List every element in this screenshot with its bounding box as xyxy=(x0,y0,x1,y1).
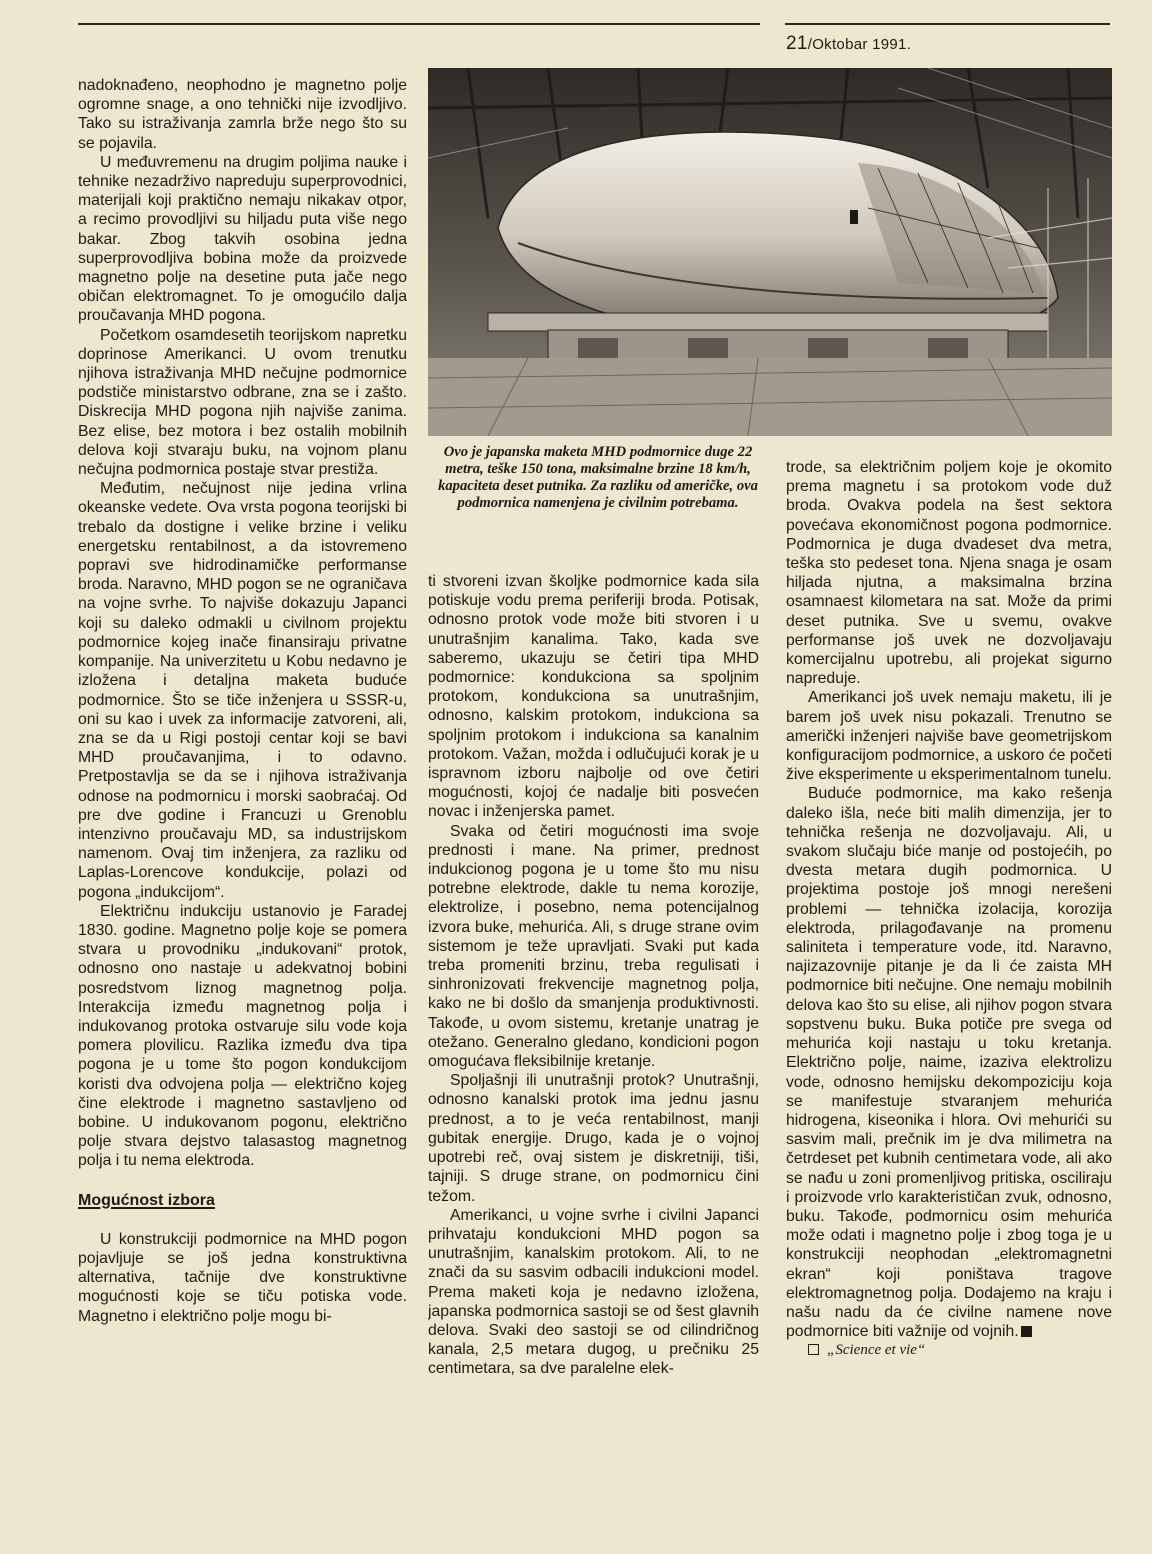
paragraph: nadoknađeno, neophodno je magnetno polje ogromne snage, a ono tehnički nije izvodljivo. Tako su istraživanja zamrla brže nego što su se pojavila. xyxy=(78,77,407,152)
submarine-model-photo xyxy=(428,68,1112,436)
issue-number: 21 xyxy=(786,33,808,54)
paragraph-final-text: Buduće podmornice, ma kako rešenja daleko išla, neće biti malih dimenzija, jer to tehnička rešenja ne dozvoljavaju. Ali, u svakom slučaju biće manje od postojećih, po dvesta metara dugih podmornica. U projektima postoje još mnogi nerešeni problemi — tehnička izolacija, korozija elektroda, prilagođavanje na promenu saliniteta i temperature vode, itd. Naravno, najizazovnije pitanje je da li će zaista MH podmornice biti nečujne. One nemaju mobilnih delova kao što su elise, ali njihov pogon stvara sopstvenu buku. Buka potiče pre svega od mehurića koji nastaju u toku kretanja. Električno polje, naime, izaziva elektrolizu vode, odnosno hemijsku dekompoziciju koja se manifestuje stvaranjem mehurića hidrogena, kiseonika i hlora. Ovi mehurići su sasvim mali, prečnik im je dva milimetra na četrdeset pet kubnih centimetara vode, ali ako se nađu u zoni promenljivog pritiska, osciliraju i proizvode vrlo karakterističan zvuk, odnosno, buku. Takođe, podmornicu osim mehurića može odati i magnetno polje i zbog toga je u konstrukciji neophodan „elektromagnetni ekran“ koji poništava tragove elektromagnetnog polja. Dodajemo na kraju i našu nadu da će civilne namene nove podmornice biti važnije od vojnih. xyxy=(786,785,1112,1341)
photo-caption: Ovo je japanska maketa MHD podmornice duge 22 metra, teške 150 tona, maksimalne brzine 18 km/h, kapaciteta deset putnika. Za razliku od američke, ova podmornica namenjena je civilnim potrebama. xyxy=(438,444,758,511)
paragraph: U konstrukciji podmornice na MHD pogon pojavljuje se još jedna konstruktivna alternativa, tačnije dve konstruktivne mogućnosti koje se tiču potiska vode. Magnetno i električno polje mogu bi- xyxy=(78,1230,407,1325)
paragraph-final xyxy=(786,784,1112,1341)
source-text: „Science et vie“ xyxy=(827,1342,926,1359)
article-source xyxy=(786,1341,1112,1360)
submarine-photo-illustration xyxy=(428,68,1112,436)
paragraph: Međutim, nečujnost nije jedina vrlina okeanske vedete. Ova vrsta pogona teorijski bi trebalo da dostigne i velike brzine i veliku energetsku rentabilnost, a da istovremeno popravi sve hidrodinamičke performanse broda. Naravno, MHD pogon se ne ograničava na vojne svrhe. To najviše dokazuju Japanci koji su daleko odmakli u civilnom projektu podmornice kojeg inače finansiraju privatne kompanije. Na univerzitetu u Kobu nedavno je izložena i detaljna maketa buduće podmornice. Što se tiče inženjera u SSSR-u, oni su kao i uvek za informacije zatvoreni, ali, zna se da u Rigi postoji centar koji se bavi MHD proučavanjima, i to odavno. Pretpostavlja se da se i njihova istraživanja odnose na podmornicu i morski saobraćaj. Od pre dve godine i Francuzi u Grenoblu intenzivno proučavaju MD, sa industrijskom namenom. Ovaj tim inženjera, za razliku od Laplas-Lorencove kondukcije, polazi od pogona „indukcijom“. xyxy=(78,480,407,901)
section-subheading: Mogućnost izbora xyxy=(78,1191,215,1209)
paragraph: ti stvoreni izvan školjke podmornice kada sila potiskuje vodu prema periferiji broda. Potisak, odnosno protok vode može biti stvoren i u unutrašnjim kanalima. Tako, kada sve saberemo, ukazuju se četiri tipa MHD podmornice: kondukciona sa spoljnim protokom, kondukciona sa unutrašnjim, odnosno, kalskim protokom, indukciona sa spoljnim protokom i indukciona sa kanalnim protokom. Važan, možda i odlučujući korak je u ispravnom izboru najbolje od ove četiri mogućnosti, kojoj će nadalje biti posvećen novac i inženjerska pamet. xyxy=(428,573,759,821)
paragraph: Amerikanci, u vojne svrhe i civilni Japanci prihvataju kondukcioni MHD pogon sa unutrašnjim, kanalskim protokom. Ali, to ne znači da su sasvim odbacili indukcioni model. Prema maketi koja je nedavno izložena, japanska podmornica sastoji se od šest glavnih delova. Svaki deo sastoji se od cilindričnog kanala, 2,5 metara dugog, u prečniku 25 centimetara, sa dve paralelne elek- xyxy=(428,1206,759,1378)
article-column-1 xyxy=(78,76,407,1486)
article-column-3 xyxy=(786,458,1112,1498)
paragraph: U međuvremenu na drugim poljima nauke i tehnike nezadrživo napreduju superprovodnici, materijali koji praktično nemaju nikakav otpor, a recimo provodljivi su hiljadu puta više nego bakar. Zbog takvih osobina jedna superprovodljiva bobina može da proizvede magnetno polje na desetine puta jače nego običan elektromagnet. To je omogućilo dalja proučavanja MHD pogona. xyxy=(78,153,407,325)
paragraph: Spoljašnji ili unutrašnji protok? Unutrašnji, odnosno kanalski protok ima jednu jasnu prednost, a to je veća rentabilnost, manji gubitak energije. Drugo, kada je o vojnoj upotrebi reč, ovaj sistem je diskretniji, tiši, tajniji. S druge strane, on podmornicu čini težom. xyxy=(428,1072,759,1205)
paragraph: trode, sa električnim poljem koje je okomito prema magnetu i sa protokom vode duž broda. Ovakva podela na šest sektora povećava ekonomičnost pogona podmornice. Podmornica je duga dvadeset dva metra, teška sto pedeset tona. Njena snaga je osam hiljada njutna, a maksimalna brzina osamnaest kilometara na sat. Može da primi deset putnika. Sve u svemu, ovakve performanse još uvek ne dozvoljavaju komercijalnu upotrebu, ali projekat sigurno napreduje. xyxy=(786,459,1112,688)
paragraph: Amerikanci još uvek nemaju maketu, ili je barem još uvek nisu pokazali. Trenutno se američki inženjeri najviše bave geometrijskom konfiguracijom podmornice, a uskoro će početi žive eksperimente u eksperimentalnom tunelu. xyxy=(786,689,1112,784)
issue-month-year: /Oktobar 1991. xyxy=(807,36,912,53)
header-rule-left xyxy=(78,23,760,25)
end-of-article-icon xyxy=(1021,1326,1032,1337)
paragraph: Početkom osamdesetih teorijskom napretku doprinose Amerikanci. U ovom trenutku njihova istraživanja MHD nečujne podmornice podstiče ministarstvo odbrane, zna se i zašto. Diskrecija MHD pogona njih najviše zanima. Bez elise, bez motora i bez ostalih mobilnih delova koji stvaraju buku, na vojnom planu nečujna podmornica postaje stvar prestiža. xyxy=(78,326,407,479)
header-rule-right xyxy=(785,23,1110,25)
paragraph: Svaka od četiri mogućnosti ima svoje prednosti i mane. Na primer, prednost indukcionog pogona je u tome što mu nisu potrebne elektrode, dakle tu nema korozije, elektrolize, i posebno, nema potencijalnog izvora buke, mehurića. Ali, s druge strane ovim sistemom je teže upravljati. Svaki put kada treba promeniti brzinu, treba regulisati i sinhronizovati frekvencije magnetnog polja, kako ne bi došlo da smanjenja produktivnosti. Takođe, u ovom sistemu, kretanje unatrag je otežano. Generalno gledano, kondicioni pogon omogućava fleksibilnije kretanje. xyxy=(428,822,759,1071)
issue-date xyxy=(786,33,911,55)
paragraph: Električnu indukciju ustanovio je Faradej 1830. godine. Magnetno polje koje se pomera stvara u provodniku „indukovani“ protok, odnosno ono nastaje u adekvatnoj bobini posredstvom liznog magnetnog polja. Interakcija između magnetnog polja i indukovanog protoka ostvaruje silu vode koja pomera plovilicu. Razlika između dva tipa pogona je u tome što pogon kondukcijom koristi dva odvojena polja — električno kojeg čine elektrode i magnetno sastavljeno od bobine. U indukovanom pogonu, električno polje stvara dejstvo talasastog magnetnog polja i tu nema elektroda. xyxy=(78,902,407,1170)
open-square-bullet-icon xyxy=(808,1344,819,1355)
article-column-2 xyxy=(428,572,759,1492)
